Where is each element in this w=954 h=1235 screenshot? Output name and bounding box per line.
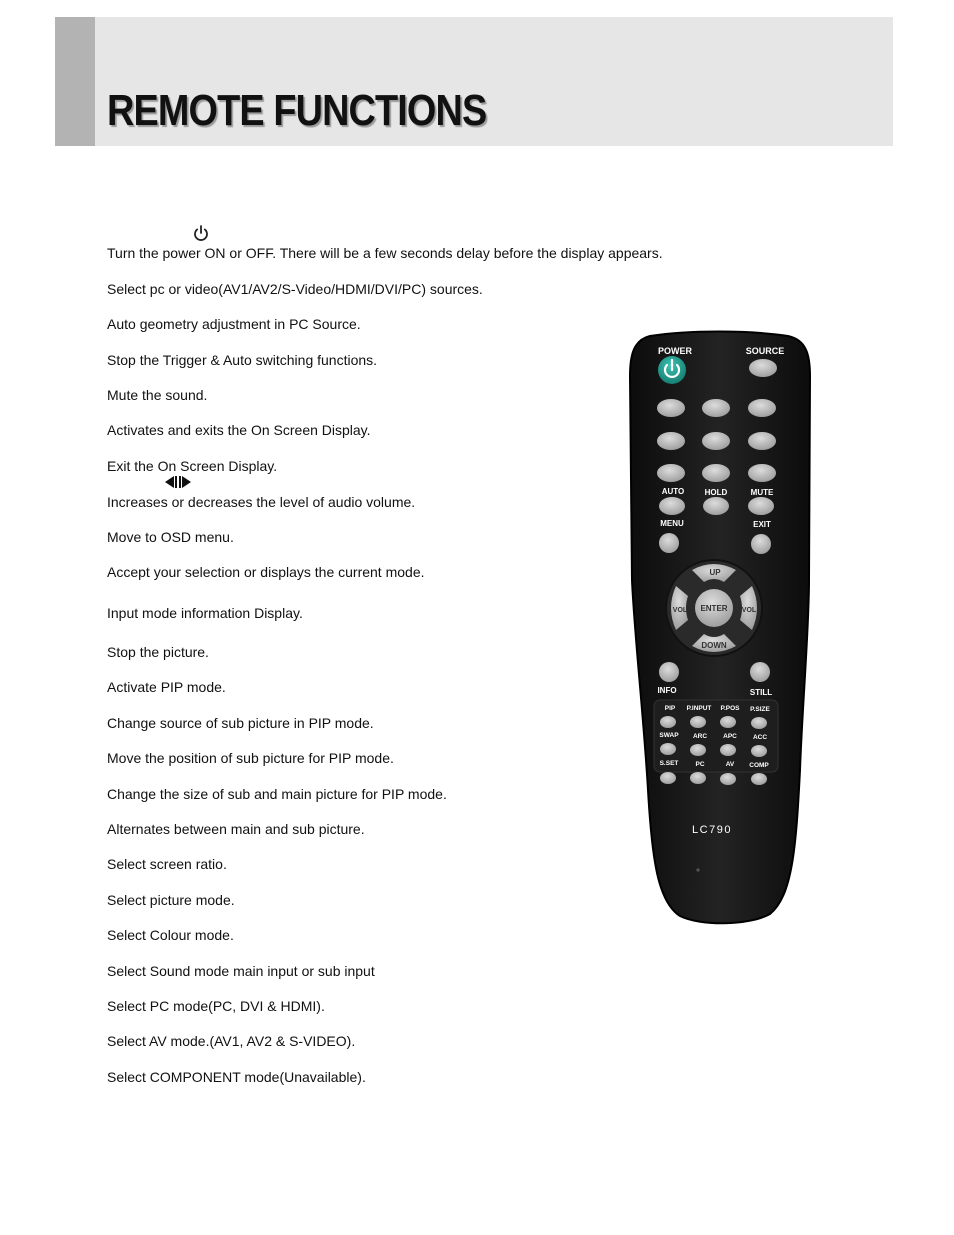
desc-enter: Accept your selection or displays the current mode. — [107, 564, 425, 580]
remote-button — [702, 464, 730, 482]
desc-mute: Mute the sound. — [107, 387, 208, 403]
remote-label-source: SOURCE — [745, 346, 785, 356]
desc-auto: Auto geometry adjustment in PC Source. — [107, 316, 361, 332]
remote-still-button — [750, 662, 770, 682]
remote-label-arc: ARC — [692, 733, 708, 740]
remote-button — [748, 399, 776, 417]
remote-pinput-button — [690, 716, 706, 728]
desc-psize: Change the size of sub and main picture for PIP mode. — [107, 786, 447, 802]
remote-pc-button — [690, 772, 706, 784]
remote-label-info: INFO — [657, 686, 677, 695]
remote-menu-button — [659, 533, 679, 553]
desc-menu: Activates and exits the On Screen Display. — [107, 422, 371, 438]
desc-swap: Alternates between main and sub picture. — [107, 821, 365, 837]
desc-sset: Select Sound mode main input or sub input — [107, 963, 375, 979]
desc-pc: Select PC mode(PC, DVI & HDMI). — [107, 998, 325, 1014]
remote-mute-button — [748, 497, 774, 515]
remote-button — [702, 399, 730, 417]
remote-label-comp: COMP — [749, 762, 769, 769]
left-right-arrows-icon — [164, 475, 192, 489]
remote-button — [748, 464, 776, 482]
remote-hold-button — [703, 497, 729, 515]
power-icon — [192, 224, 210, 243]
remote-button — [657, 432, 685, 450]
desc-volume: Increases or decreases the level of audio volume. — [107, 494, 416, 510]
remote-label-menu: MENU — [660, 519, 684, 528]
desc-arc: Select screen ratio. — [107, 856, 227, 872]
remote-label-pip: PIP — [664, 705, 676, 712]
remote-label-apc: APC — [723, 733, 737, 740]
remote-label-swap: SWAP — [659, 732, 679, 739]
remote-ppos-button — [720, 716, 736, 728]
desc-info: Input mode information Display. — [107, 605, 303, 621]
remote-label-pinput: P.INPUT — [686, 705, 712, 712]
remote-label-mute: MUTE — [750, 488, 774, 497]
remote-label-vol-left: VOL — [672, 607, 688, 614]
remote-button — [748, 432, 776, 450]
page-title: REMOTE FUNCTIONS — [107, 86, 487, 135]
remote-auto-button — [659, 497, 685, 515]
desc-pinput: Change source of sub picture in PIP mode. — [107, 715, 374, 731]
desc-power: Turn the power ON or OFF. There will be a few seconds delay before the display appears. — [107, 245, 663, 261]
remote-arc-button — [690, 744, 706, 756]
remote-pip-button — [660, 716, 676, 728]
remote-label-ppos: P.POS — [720, 705, 740, 712]
remote-label-pc: PC — [695, 761, 705, 768]
remote-button — [657, 464, 685, 482]
desc-exit: Exit the On Screen Display. — [107, 458, 278, 474]
remote-label-still: STILL — [749, 688, 773, 697]
remote-label-vol-right: VOL — [741, 607, 757, 614]
remote-control-image — [620, 330, 818, 926]
remote-button — [702, 432, 730, 450]
remote-label-enter: ENTER — [700, 604, 728, 613]
remote-comp-button — [751, 773, 767, 785]
remote-info-button — [659, 662, 679, 682]
remote-label-auto: AUTO — [661, 487, 685, 496]
desc-comp: Select COMPONENT mode(Unavailable). — [107, 1069, 366, 1085]
remote-label-down: DOWN — [701, 641, 727, 650]
remote-acc-button — [751, 745, 767, 757]
remote-label-av: AV — [725, 761, 735, 768]
desc-still: Stop the picture. — [107, 644, 209, 660]
remote-model-label: LC790 — [692, 824, 732, 836]
desc-av: Select AV mode.(AV1, AV2 & S-VIDEO). — [107, 1033, 356, 1049]
remote-label-power: POWER — [657, 346, 693, 356]
desc-apc: Select picture mode. — [107, 892, 235, 908]
remote-sset-button — [660, 772, 676, 784]
remote-label-psize: P.SIZE — [750, 706, 770, 713]
desc-acc: Select Colour mode. — [107, 927, 234, 943]
remote-label-sset: S.SET — [659, 760, 679, 767]
remote-apc-button — [720, 744, 736, 756]
remote-exit-button — [751, 534, 771, 554]
header-tab — [55, 17, 95, 146]
remote-swap-button — [660, 743, 676, 755]
remote-button — [657, 399, 685, 417]
remote-av-button — [720, 773, 736, 785]
remote-label-hold: HOLD — [704, 488, 728, 497]
remote-label-acc: ACC — [752, 734, 768, 741]
desc-ppos: Move the position of sub picture for PIP mode. — [107, 750, 394, 766]
desc-source: Select pc or video(AV1/AV2/S-Video/HDMI/DVI/PC) sources. — [107, 281, 483, 297]
desc-up-down: Move to OSD menu. — [107, 529, 234, 545]
remote-psize-button — [751, 717, 767, 729]
remote-source-button — [749, 359, 777, 377]
desc-pip: Activate PIP mode. — [107, 679, 226, 695]
desc-hold: Stop the Trigger & Auto switching functions. — [107, 352, 378, 368]
remote-label-up: UP — [709, 568, 721, 577]
remote-label-exit: EXIT — [753, 520, 771, 529]
